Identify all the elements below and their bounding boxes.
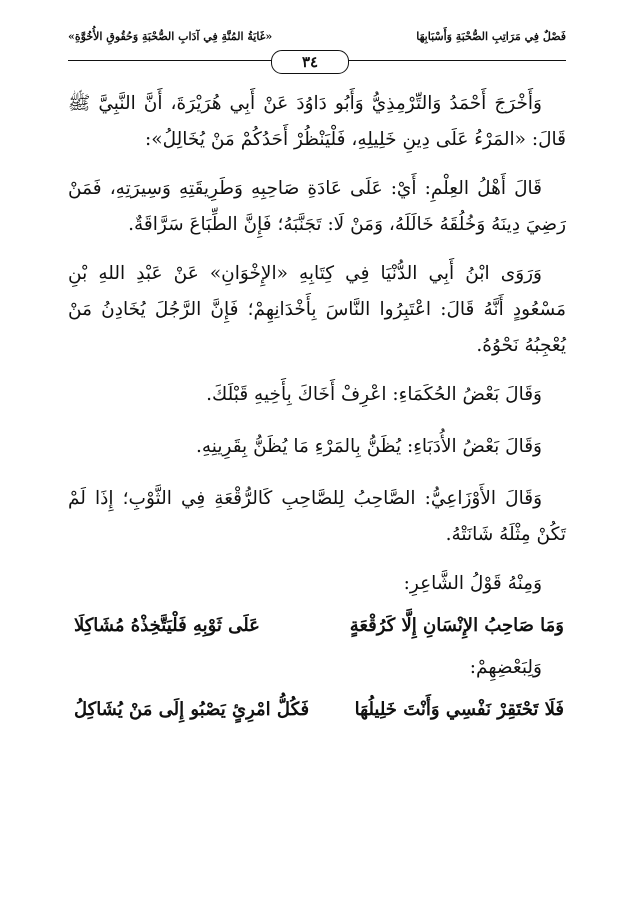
paragraph-another-poet: وَلِبَعْضِهِمْ: (469, 657, 542, 678)
verse-1-second-hemistich: عَلَى ثَوْبِهِ فَلْيَتَّخِذْهُ مُشَاكِلَا (74, 615, 260, 636)
verse-2-second-hemistich: فَكُلُّ امْرِئٍ يَصْبُو إِلَى مَنْ يُشَاكِلُ (74, 699, 310, 720)
chapter-title: فَصْلٌ فِي مَرَاتِبِ الصُّحْبَةِ وَأَسْبَابِهَا (416, 30, 566, 43)
verse-1-first-hemistich: وَمَا صَاحِبُ الإِنْسَانِ إِلَّا كَرُقْعَةٍ (349, 615, 564, 636)
book-title: «غَايَةُ المُنَّةِ فِي آدَابِ الصُّحْبَةِ وَحُقُوقِ الأُخُوَّةِ» (68, 30, 273, 43)
page-number: ٣٤ (271, 50, 349, 74)
paragraph-ibn-masud: وَرَوَى ابْنُ أَبِي الدُّنْيَا فِي كِتَابِهِ «الإِخْوَانِ» عَنْ عَبْدِ اللهِ بْنِ مَسْعُودٍ أَنَّهُ قَالَ: اعْتَبِرُوا النَّاسَ بِأَخْدَانِهِمْ؛ فَإِنَّ الرَّجُلَ يُخَادِنُ مَنْ يُعْجِبُهُ نَحْوُهُ. (68, 263, 566, 356)
paragraph-scholars: قَالَ أَهْلُ العِلْمِ: أَيْ: عَلَى عَادَةِ صَاحِبِهِ وَطَرِيقَتِهِ وَسِيرَتِهِ، فَمَنْ رَضِيَ دِينَهُ وَخُلُقَهُ خَالَلَهُ، وَمَنْ لَا: تَجَنَّبَهُ؛ فَإِنَّ الطِّبَاعَ سَرَّاقَةٌ. (68, 178, 566, 235)
verse-line-1 (68, 608, 566, 644)
paragraph-awzai: وَقَالَ الأَوْزَاعِيُّ: الصَّاحِبُ لِلصَّاحِبِ كَالرُّقْعَةِ فِي الثَّوْبِ؛ إِذَا لَمْ تَكُنْ مِثْلَهُ شَانَتْهُ. (68, 488, 566, 545)
paragraph-hadith: وَأَخْرَجَ أَحْمَدُ وَالتِّرْمِذِيُّ وَأَبُو دَاوُدَ عَنْ أَبِي هُرَيْرَةَ، أَنَّ النَّبِيَّ ﷺ قَالَ: «المَرْءُ عَلَى دِينِ خَلِيلِهِ، فَلْيَنْظُرْ أَحَدُكُمْ مَنْ يُخَالِلُ»: (68, 93, 566, 150)
paragraph-poet-intro: وَمِنْهُ قَوْلُ الشَّاعِرِ: (403, 573, 542, 594)
verse-line-2 (68, 692, 566, 728)
paragraph-literati: وَقَالَ بَعْضُ الأُدَبَاءِ: يُظَنُّ بِالمَرْءِ مَا يُظَنُّ بِقَرِينِهِ. (195, 436, 542, 457)
page-body (68, 86, 566, 734)
paragraph-wise-men: وَقَالَ بَعْضُ الحُكَمَاءِ: اعْرِفْ أَخَاكَ بِأَخِيهِ قَبْلَكَ. (206, 384, 542, 405)
verse-2-first-hemistich: فَلَا تَحْتَقِرْ نَفْسِي وَأَنْتَ خَلِيلُهَا (354, 699, 564, 720)
